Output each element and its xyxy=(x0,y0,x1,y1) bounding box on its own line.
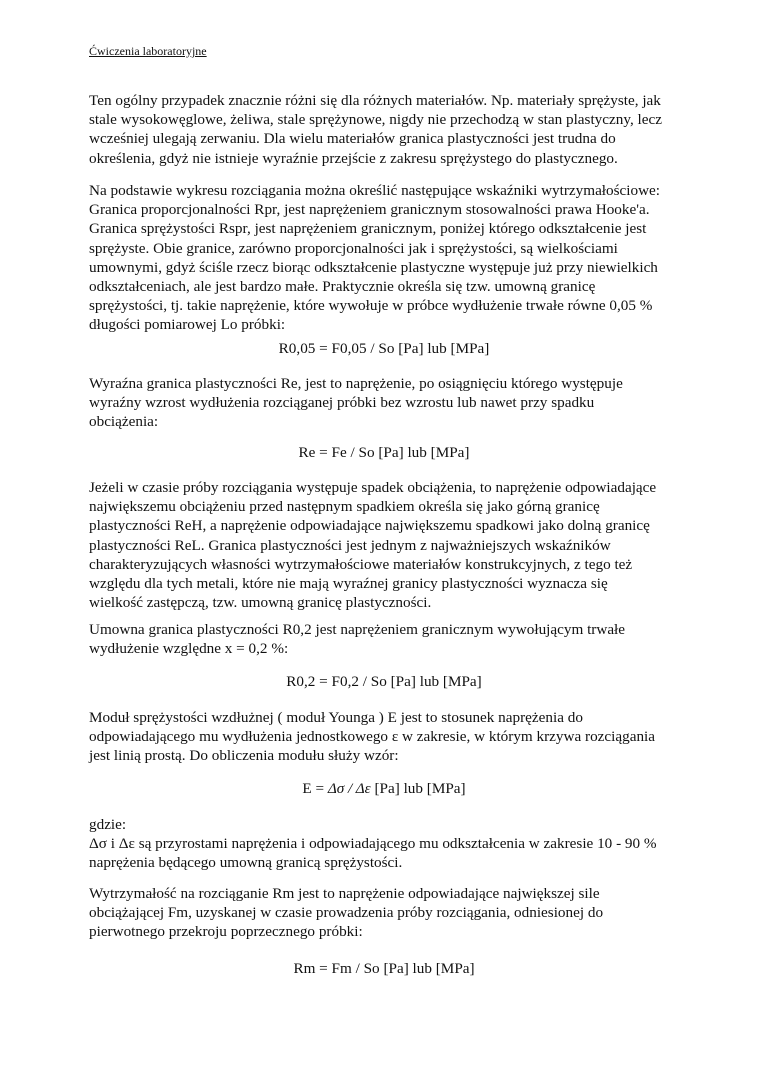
text-line: plastyczności ReH, a naprężenie odpowiadające największemu spadkowi jako dolną granicę xyxy=(89,517,650,535)
text-line: Wyraźna granica plastyczności Re, jest to naprężenie, po osiągnięciu którego występuje xyxy=(89,375,623,392)
text-line: Ten ogólny przypadek znacznie różni się dla różnych materiałów. Np. materiały sprężyste, jak xyxy=(89,92,661,109)
text-line: obciążenia: xyxy=(89,413,159,431)
text-line: odkształceniach, ale jest bardzo małe. Praktycznie określa się tzw. umowną granicę xyxy=(89,278,596,296)
paragraph-yield-point xyxy=(89,374,679,432)
paragraph-tensile-strength xyxy=(89,884,679,942)
text-line: pierwotnego przekroju poprzecznego próbki: xyxy=(89,923,363,941)
paragraph-strength-indicators xyxy=(89,181,679,335)
text-line: plastyczności ReL. Granica plastyczności jest jednym z najważniejszych wskaźników xyxy=(89,536,611,554)
text-line: określenia, gdyż nie istnieje wyraźnie przejście z zakresu sprężystego do plastycznego. xyxy=(89,149,618,167)
text-line: Granica sprężystości Rspr, jest naprężeniem granicznym, poniżej którego odkształcenie jest xyxy=(89,220,647,238)
text-line: Jeżeli w czasie próby rozciągania występuje spadek obciążenia, to naprężenie odpowiadające xyxy=(89,479,657,496)
text-line: wyraźny wzrost wydłużenia rozciąganej próbki bez wzrostu lub nawet przy spadku xyxy=(89,394,595,412)
paragraph-general-case xyxy=(89,91,679,168)
text-line: charakteryzujących własności wytrzymałościowe materiałów konstrukcyjnych, z tego też xyxy=(89,555,633,573)
text-line: sprężyste. Obie granice, zarówno proporcjonalności jak i sprężystości, są wielkościami xyxy=(89,239,618,257)
paragraph-where xyxy=(89,815,679,873)
formula-young-modulus xyxy=(89,779,679,798)
formula-r005: R0,05 = F0,05 / So [Pa] lub [MPa] xyxy=(278,340,490,357)
formula-prefix: E = xyxy=(302,780,328,797)
formula-suffix: [Pa] lub [MPa] xyxy=(370,780,466,797)
text-line: wielkość zastępczą, tzw. umowną granicę plastyczności. xyxy=(89,594,432,612)
paragraph-young-modulus xyxy=(89,708,679,766)
formula-re: Re = Fe / So [Pa] lub [MPa] xyxy=(298,444,470,461)
text-line: Umowna granica plastyczności R0,2 jest naprężeniem granicznym wywołującym trwałe xyxy=(89,621,626,638)
text-line: gdzie: xyxy=(89,816,127,833)
text-line: obciążającej Fm, uzyskanej w czasie prowadzenia próby rozciągania, odniesionej do xyxy=(89,904,604,922)
text-line: Wytrzymałość na rozciąganie Rm jest to naprężenie odpowiadające największej sile xyxy=(89,885,600,902)
text-line: naprężenia będącego umowną granicą sprężystości. xyxy=(89,854,403,872)
text-line: sprężystości, tj. takie naprężenie, które wywołuje w próbce wydłużenie trwałe równe 0,05 % xyxy=(89,297,653,315)
paragraph-upper-lower-yield xyxy=(89,478,679,612)
text-line: wydłużenie względne x = 0,2 %: xyxy=(89,640,289,658)
text-line: względu dla tych metali, które nie mają wyraźnej granicy plastyczności wyznacza się xyxy=(89,575,608,593)
paragraph-offset-yield xyxy=(89,620,679,658)
formula-rm: Rm = Fm / So [Pa] lub [MPa] xyxy=(293,960,475,977)
text-line: stale wysokowęglowe, żeliwa, stale sprężynowe, nigdy nie przechodzą w stan plastyczny, lecz xyxy=(89,111,662,129)
formula-r02: R0,2 = F0,2 / So [Pa] lub [MPa] xyxy=(286,673,482,690)
page-header: Ćwiczenia laboratoryjne xyxy=(89,44,207,58)
text-line: Δσ i Δε są przyrostami naprężenia i odpowiadającego mu odkształcenia w zakresie 10 - 90 % xyxy=(89,835,657,853)
text-line: Granica proporcjonalności Rpr, jest naprężeniem granicznym stosowalności prawa Hooke'a. xyxy=(89,201,650,219)
text-line: największemu obciążeniu przed następnym spadkiem określa się jako górną granicę xyxy=(89,498,600,516)
text-line: odpowiadającego mu wydłużenia jednostkowego ε w zakresie, w którym krzywa rozciągania xyxy=(89,728,656,746)
text-line: wcześniej ulegają zerwaniu. Dla wielu materiałów granica plastyczności jest trudna do xyxy=(89,130,616,148)
text-line: Na podstawie wykresu rozciągania można określić następujące wskaźniki wytrzymałościowe: xyxy=(89,182,661,199)
text-line: umownymi, gdyż ściśle rzecz biorąc odkształcenie plastyczne występuje już przy niewielkich xyxy=(89,258,658,276)
text-line: długości pomiarowej Lo próbki: xyxy=(89,316,286,334)
formula-italic-ratio: Δσ / Δε xyxy=(327,780,371,797)
text-line: Moduł sprężystości wzdłużnej ( moduł Younga ) E jest to stosunek naprężenia do xyxy=(89,709,583,726)
text-line: jest linią prostą. Do obliczenia modułu służy wzór: xyxy=(89,747,399,765)
